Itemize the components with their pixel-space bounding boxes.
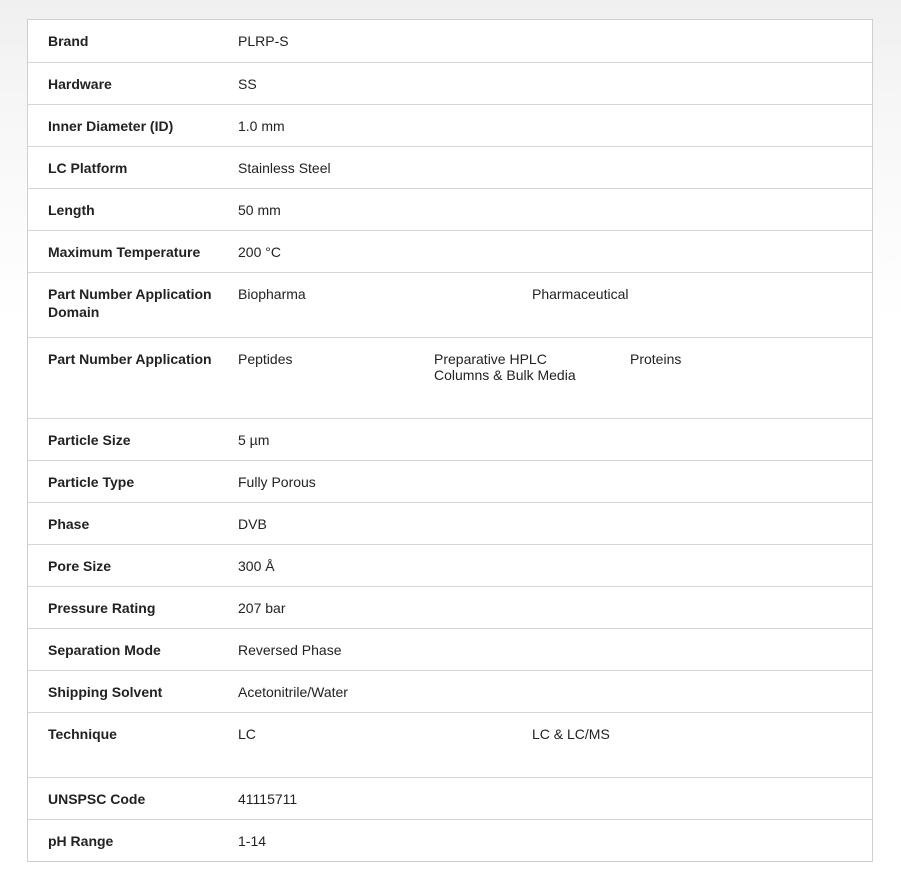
spec-label: Particle Type [48, 474, 135, 490]
spec-row-application [28, 337, 872, 418]
spec-values [238, 338, 872, 418]
spec-label: Particle Size [48, 432, 131, 448]
spec-values [238, 147, 872, 188]
spec-row-maximum-temperature [28, 230, 872, 272]
spec-label: Pressure Rating [48, 600, 156, 616]
spec-value: 207 bar [238, 600, 286, 616]
spec-label: Part Number Application [48, 351, 212, 367]
spec-values [238, 273, 872, 337]
spec-row-phase [28, 502, 872, 544]
spec-row-shipping-solvent [28, 670, 872, 712]
spec-values [238, 419, 872, 460]
spec-value: Proteins [630, 351, 682, 367]
spec-label: Pore Size [48, 558, 112, 574]
spec-value: SS [238, 76, 257, 92]
spec-label: Brand [48, 33, 89, 49]
spec-row-particle-type [28, 460, 872, 502]
spec-value: 200 °C [238, 244, 281, 260]
spec-label: UNSPSC Code [48, 791, 146, 807]
spec-values [238, 713, 872, 777]
spec-row-brand [28, 20, 872, 62]
spec-values [238, 105, 872, 146]
spec-label: Length [48, 202, 95, 218]
spec-values [238, 671, 872, 712]
spec-label: Part Number Application Domain [48, 286, 212, 320]
spec-row-lc-platform [28, 146, 872, 188]
spec-value: LC [238, 726, 256, 742]
spec-value: Preparative HPLC Columns & Bulk Media [434, 351, 576, 383]
spec-values [238, 189, 872, 230]
spec-value: 41115711 [238, 791, 298, 807]
spec-values [238, 820, 872, 861]
spec-values [238, 63, 872, 104]
specifications-table [27, 19, 873, 862]
spec-label: Shipping Solvent [48, 684, 163, 700]
spec-value: 50 mm [238, 202, 281, 218]
spec-value: 300 Å [238, 558, 275, 574]
spec-label: Hardware [48, 76, 112, 92]
spec-values [238, 629, 872, 670]
spec-values [238, 503, 872, 544]
spec-value: Fully Porous [238, 474, 316, 490]
spec-label: Maximum Temperature [48, 244, 201, 260]
spec-row-application-domain [28, 272, 872, 337]
spec-row-technique [28, 712, 872, 777]
spec-values [238, 545, 872, 586]
spec-row-ph-range [28, 819, 872, 861]
spec-value: DVB [238, 516, 267, 532]
spec-values [238, 461, 872, 502]
spec-label: Inner Diameter (ID) [48, 118, 174, 134]
spec-values [238, 778, 872, 819]
spec-label: Phase [48, 516, 90, 532]
spec-label: LC Platform [48, 160, 128, 176]
spec-value: 1.0 mm [238, 118, 285, 134]
spec-value: Stainless Steel [238, 160, 331, 176]
spec-value: 1-14 [238, 833, 267, 849]
spec-row-inner-diameter [28, 104, 872, 146]
spec-value: Acetonitrile/Water [238, 684, 348, 700]
spec-row-length [28, 188, 872, 230]
spec-label: pH Range [48, 833, 114, 849]
spec-value: PLRP-S [238, 33, 289, 49]
spec-values [238, 231, 872, 272]
spec-value: 5 µm [238, 432, 270, 448]
spec-row-unspsc-code [28, 777, 872, 819]
spec-row-hardware [28, 62, 872, 104]
spec-value: Pharmaceutical [532, 286, 629, 302]
spec-value: LC & LC/MS [532, 726, 610, 742]
spec-row-pressure-rating [28, 586, 872, 628]
spec-values [238, 587, 872, 628]
spec-value: Peptides [238, 351, 293, 367]
spec-value: Biopharma [238, 286, 306, 302]
spec-row-separation-mode [28, 628, 872, 670]
spec-row-pore-size [28, 544, 872, 586]
spec-values [238, 20, 872, 62]
spec-label: Separation Mode [48, 642, 161, 658]
spec-row-particle-size [28, 418, 872, 460]
spec-value: Reversed Phase [238, 642, 342, 658]
spec-label: Technique [48, 726, 117, 742]
